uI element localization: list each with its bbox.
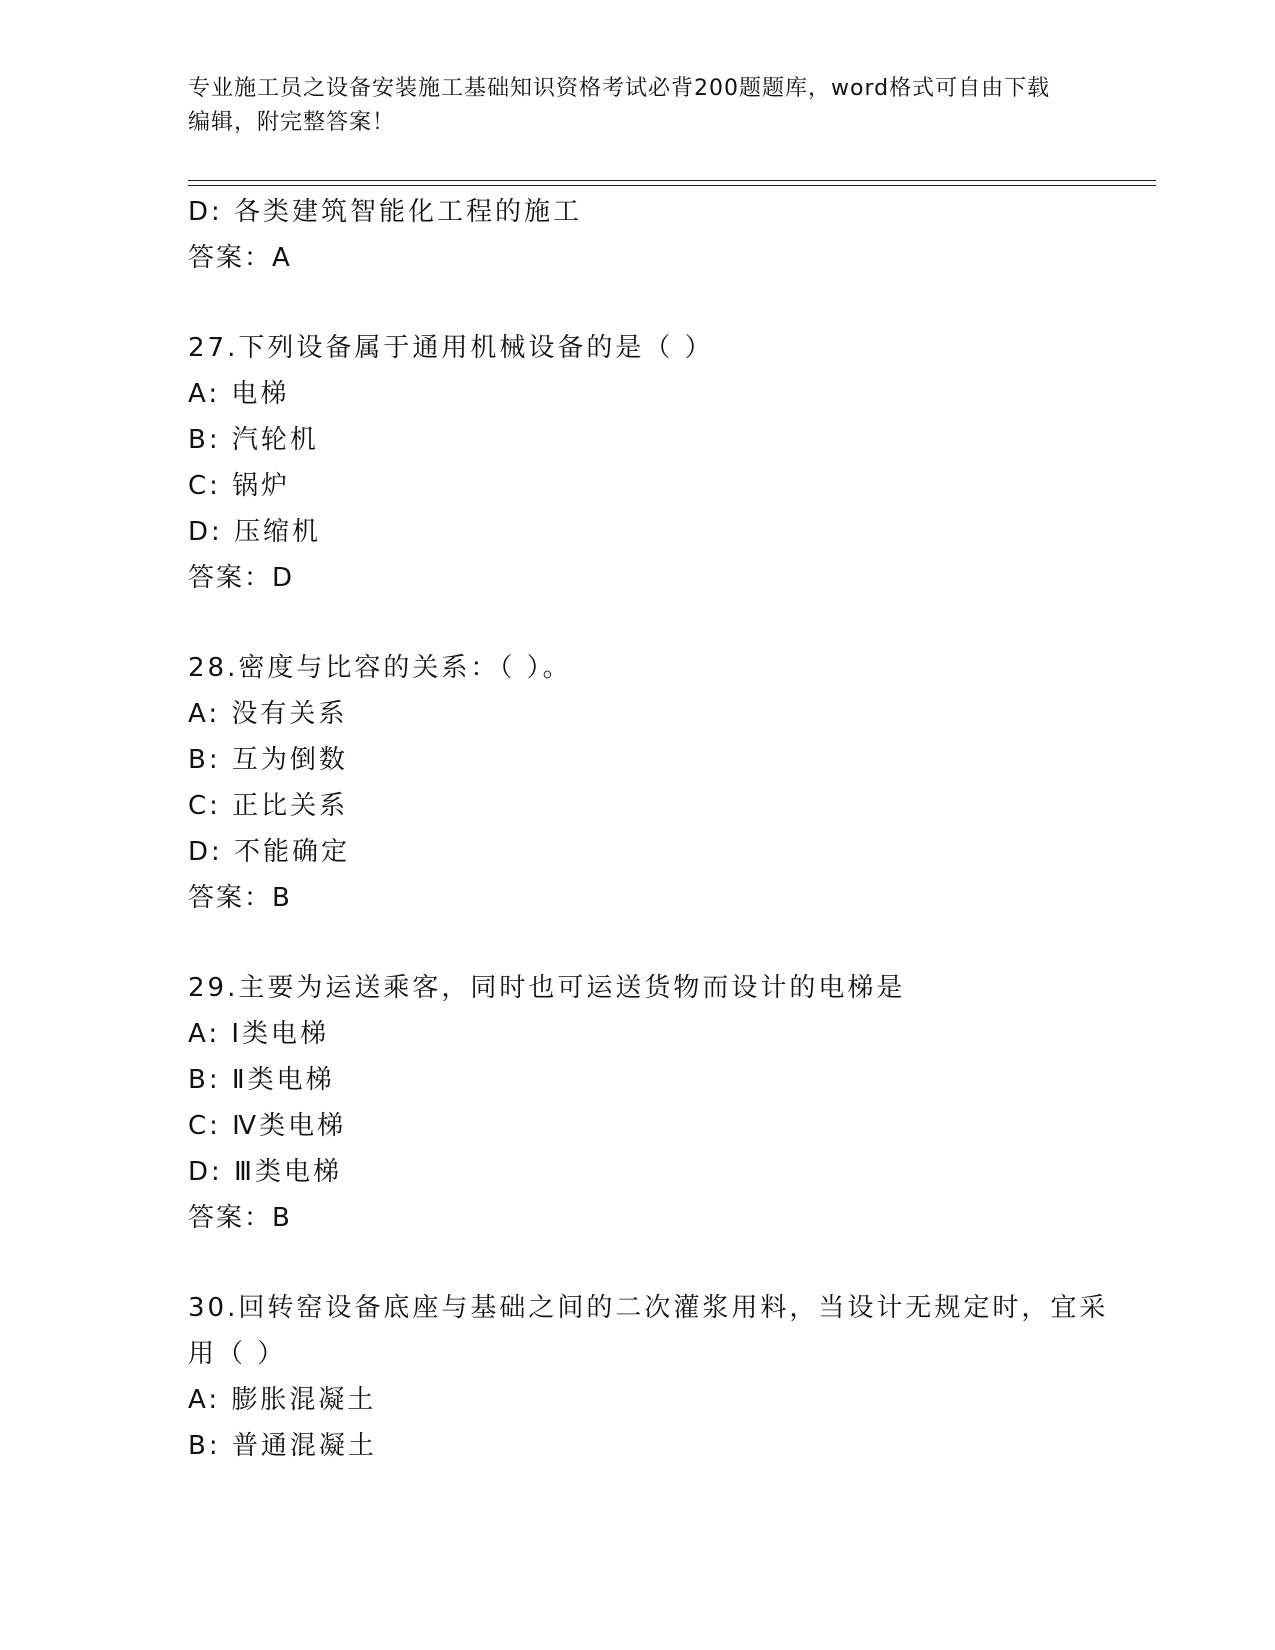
option-c: C: 正比关系	[188, 791, 349, 821]
document-header: 专业施工员之设备安装施工基础知识资格考试必背200题题库，word格式可自由下载编辑，附完整答案！	[188, 76, 1051, 135]
question-stem: 27.下列设备属于通用机械设备的是（ ）	[188, 333, 714, 363]
question-stem: 30.回转窑设备底座与基础之间的二次灌浆用料，当设计无规定时，宜采用（ ）	[188, 1293, 1109, 1369]
option-b: B: 汽轮机	[188, 425, 319, 455]
header-rule-top	[188, 180, 1156, 181]
question-30	[188, 1285, 1118, 1469]
spacer	[188, 601, 1118, 645]
spacer	[188, 921, 1118, 965]
option-a: A: Ⅰ类电梯	[188, 1019, 330, 1049]
question-29	[188, 965, 1118, 1241]
option-c: C: Ⅳ类电梯	[188, 1111, 347, 1141]
option-d: D: 不能确定	[188, 837, 351, 867]
option-b: B: 普通混凝土	[188, 1431, 377, 1461]
option-b: B: Ⅱ类电梯	[188, 1065, 335, 1095]
option-c: C: 锅炉	[188, 471, 291, 501]
spacer	[188, 281, 1118, 325]
question-27	[188, 325, 1118, 601]
option-d: D: 各类建筑智能化工程的施工	[188, 197, 583, 227]
question-stem: 29.主要为运送乘客，同时也可运送货物而设计的电梯是	[188, 973, 906, 1003]
answer-line: 答案：D	[188, 563, 295, 593]
option-b: B: 互为倒数	[188, 745, 348, 775]
option-d: D: Ⅲ类电梯	[188, 1157, 342, 1187]
answer-line: 答案：B	[188, 883, 292, 913]
document-body	[188, 189, 1118, 1469]
answer-line: 答案：A	[188, 243, 292, 273]
spacer	[188, 1241, 1118, 1285]
option-a: A: 没有关系	[188, 699, 348, 729]
header-rule-bottom	[188, 185, 1156, 186]
question-28	[188, 645, 1118, 921]
option-a: A: 膨胀混凝土	[188, 1385, 377, 1415]
answer-line: 答案：B	[188, 1203, 292, 1233]
option-d: D: 压缩机	[188, 517, 322, 547]
question-stem: 28.密度与比容的关系：（ ）。	[188, 653, 572, 683]
question-26-tail	[188, 189, 1118, 281]
option-a: A: 电梯	[188, 379, 290, 409]
